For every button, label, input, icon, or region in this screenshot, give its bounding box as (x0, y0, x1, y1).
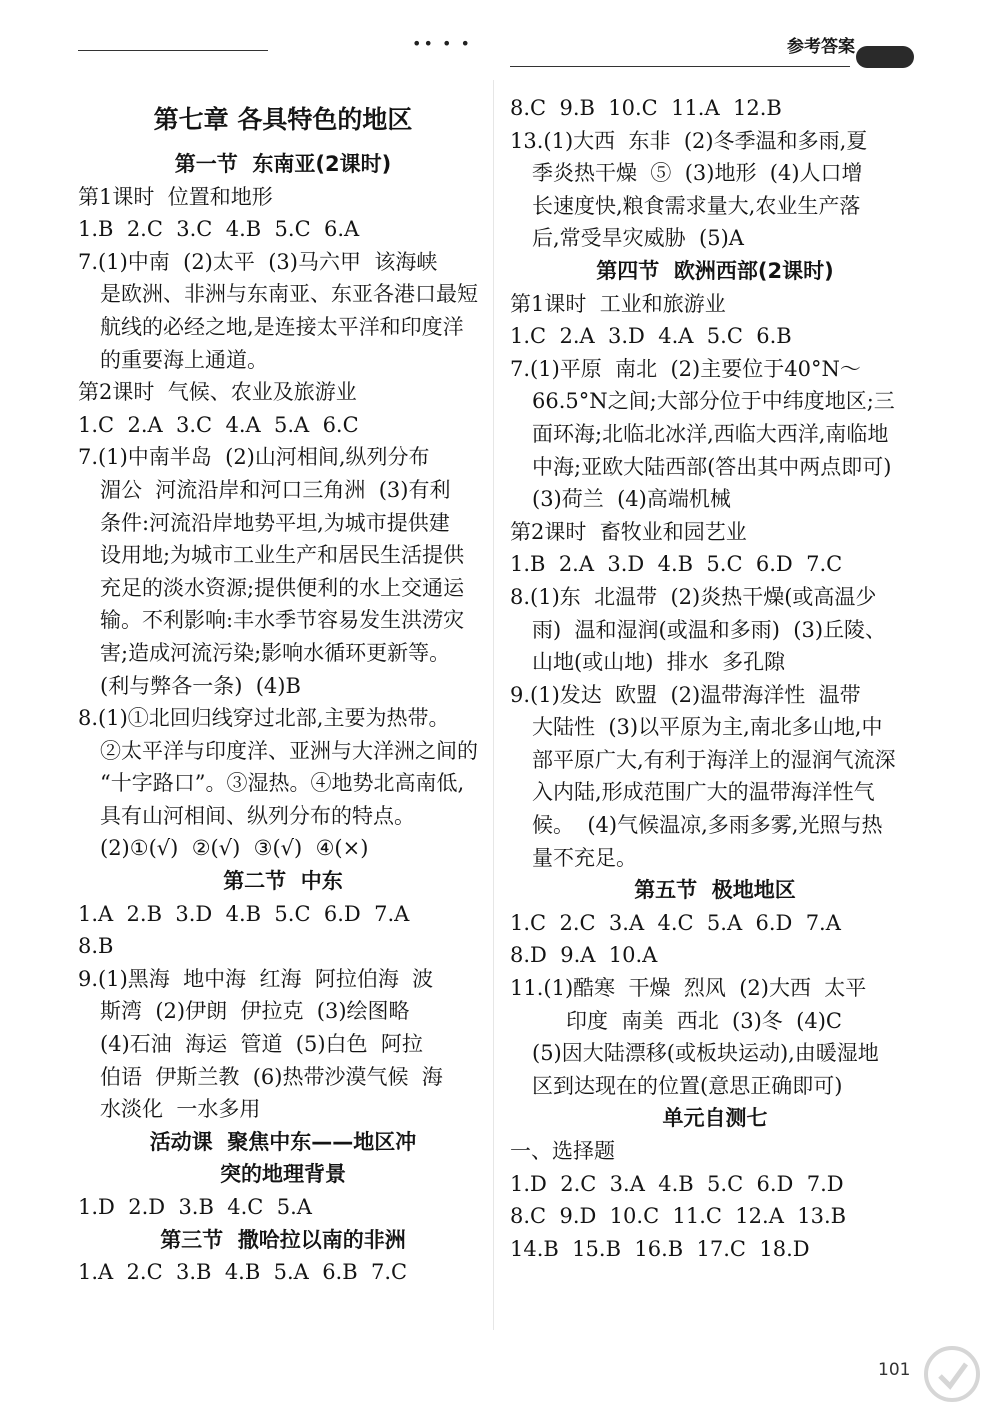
answer-line: ②太平洋与印度洋、亚洲与大洋洲之间的 (100, 738, 478, 763)
header-title: 参考答案 (787, 37, 855, 57)
answer-line: (5)因大陆漂移(或板块运动),由暖湿地 (532, 1041, 879, 1066)
section-heading: 突的地理背景 (220, 1162, 346, 1187)
section-heading: 第二节 中东 (223, 869, 343, 894)
section-heading: 活动课 聚焦中东——地区冲 (149, 1129, 417, 1154)
answer-line: 候。 (4)气候温凉,多雨多雾,光照与热 (532, 813, 883, 838)
answer-line: 的重要海上通道。 (100, 347, 268, 372)
answer-line: 8.(1)①北回归线穿过北部,主要为热带。 (78, 706, 450, 731)
section-heading: 第一节 东南亚(2课时) (174, 152, 392, 176)
right-column (510, 92, 920, 1265)
answer-line: 输。不利影响:丰水季节容易发生洪涝灾 (100, 608, 465, 633)
answer-line: 1.A 2.B 3.D 4.B 5.C 6.D 7.A (78, 901, 410, 926)
answer-line: 季炎热干燥 ⑤ (3)地形 (4)人口增 (532, 161, 863, 186)
header-tab-decoration (856, 46, 914, 68)
answer-line: 伯语 伊斯兰教 (6)热带沙漠气候 海 (100, 1064, 443, 1089)
answer-line: 量不充足。 (532, 845, 637, 870)
answer-line: 第2课时 畜牧业和园艺业 (510, 519, 747, 544)
answer-line: 大陆性 (3)以平原为主,南北多山地,中 (532, 715, 883, 740)
answer-line: 第2课时 气候、农业及旅游业 (78, 380, 357, 405)
header-rule-left (78, 50, 268, 51)
answer-line: 斯湾 (2)伊朗 伊拉克 (3)绘图略 (100, 999, 410, 1024)
answer-line: 水淡化 一水多用 (100, 1097, 261, 1122)
answer-line: 1.D 2.C 3.A 4.B 5.C 6.D 7.D (510, 1171, 844, 1196)
answer-line: 面环海;北临北冰洋,西临大西洋,南临地 (532, 421, 889, 446)
answer-line: 1.B 2.A 3.D 4.B 5.C 6.D 7.C (510, 552, 843, 577)
answer-line: 部平原广大,有利于海洋上的湿润气流深 (532, 747, 896, 772)
header-dots: •• • • (412, 34, 472, 53)
column-divider (493, 80, 494, 1330)
page-header (0, 0, 1000, 80)
answer-line: 8.B (78, 934, 114, 959)
answer-line: 1.C 2.C 3.A 4.C 5.A 6.D 7.A (510, 910, 841, 935)
answer-line: 后,常受旱灾威胁 (5)A (532, 226, 744, 251)
answer-line: 害;造成河流污染;影响水循环更新等。 (100, 640, 451, 665)
answer-line: 13.(1)大西 东非 (2)冬季温和多雨,夏 (510, 128, 868, 153)
answer-line: 8.C 9.D 10.C 11.C 12.A 13.B (510, 1204, 847, 1229)
answer-line: 1.B 2.C 3.C 4.B 5.C 6.A (78, 217, 360, 242)
watermark-logo (920, 1342, 984, 1406)
answer-line: “十字路口”。③湿热。④地势北高南低, (100, 771, 465, 796)
watermark-icon (920, 1342, 984, 1406)
answer-line: 7.(1)中南 (2)太平 (3)马六甲 该海峡 (78, 249, 438, 274)
answer-line: 7.(1)平原 南北 (2)主要位于40°N～ (510, 356, 861, 381)
section-heading: 第七章 各具特色的地区 (153, 105, 413, 134)
answer-line: 14.B 15.B 16.B 17.C 18.D (510, 1236, 810, 1261)
left-column (78, 92, 488, 1289)
section-heading: 单元自测七 (662, 1106, 768, 1131)
answer-line: 印度 南美 西北 (3)冬 (4)C (566, 1008, 842, 1033)
answer-line: 1.A 2.C 3.B 4.B 5.A 6.B 7.C (78, 1260, 408, 1285)
answer-line: 11.(1)酷寒 干燥 烈风 (2)大西 太平 (510, 976, 867, 1001)
answer-line: 8.D 9.A 10.A (510, 943, 658, 968)
answer-line: 是欧洲、非洲与东南亚、东亚各港口最短 (100, 282, 478, 307)
answer-line: 雨) 温和湿润(或温和多雨) (3)丘陵、 (532, 617, 887, 642)
answer-line: 条件:河流沿岸地势平坦,为城市提供建 (100, 510, 450, 535)
answer-line: (2)①(√) ②(√) ③(√) ④(×) (100, 836, 369, 861)
answer-line: 区到达现在的位置(意思正确即可) (532, 1073, 843, 1098)
answer-line: 航线的必经之地,是连接太平洋和印度洋 (100, 314, 464, 339)
answer-line: (3)荷兰 (4)高端机械 (532, 487, 731, 512)
answer-line: 9.(1)黑海 地中海 红海 阿拉伯海 波 (78, 966, 434, 991)
answer-line: 充足的淡水资源;提供便利的水上交通运 (100, 575, 465, 600)
answer-line: 具有山河相间、纵列分布的特点。 (100, 803, 415, 828)
answer-line: 66.5°N之间;大部分位于中纬度地区;三 (532, 389, 895, 414)
answer-line: 7.(1)中南半岛 (2)山河相间,纵列分布 (78, 445, 430, 470)
header-rule-right (510, 66, 850, 67)
section-heading: 第五节 极地地区 (634, 878, 796, 903)
answer-line: (利与弊各一条) (4)B (100, 673, 301, 698)
answer-line: 第1课时 位置和地形 (78, 184, 273, 209)
page-number: 101 (878, 1360, 911, 1380)
answer-line: 湄公 河流沿岸和河口三角洲 (3)有利 (100, 477, 451, 502)
answer-line: 长速度快,粮食需求量大,农业生产落 (532, 193, 861, 218)
answer-line: 1.C 2.A 3.C 4.A 5.A 6.C (78, 412, 359, 437)
answer-line: 8.(1)东 北温带 (2)炎热干燥(或高温少 (510, 584, 877, 609)
answer-line: 第1课时 工业和旅游业 (510, 291, 726, 316)
answer-line: 8.C 9.B 10.C 11.A 12.B (510, 96, 782, 120)
answer-line: 入内陆,形成范围广大的温带海洋性气 (532, 780, 875, 805)
answer-line: 一、选择题 (510, 1139, 615, 1163)
answer-line: (4)石油 海运 管道 (5)白色 阿拉 (100, 1032, 423, 1057)
answer-line: 9.(1)发达 欧盟 (2)温带海洋性 温带 (510, 682, 861, 707)
section-heading: 第三节 撒哈拉以南的非洲 (160, 1227, 406, 1252)
answer-line: 1.C 2.A 3.D 4.A 5.C 6.B (510, 324, 792, 349)
answer-line: 山地(或山地) 排水 多孔隙 (532, 650, 786, 675)
answer-line: 设用地;为城市工业生产和居民生活提供 (100, 543, 465, 568)
section-heading: 第四节 欧洲西部(2课时) (596, 258, 834, 283)
answer-line: 中海;亚欧大陆西部(答出其中两点即可) (532, 454, 892, 479)
answer-line: 1.D 2.D 3.B 4.C 5.A (78, 1195, 312, 1219)
